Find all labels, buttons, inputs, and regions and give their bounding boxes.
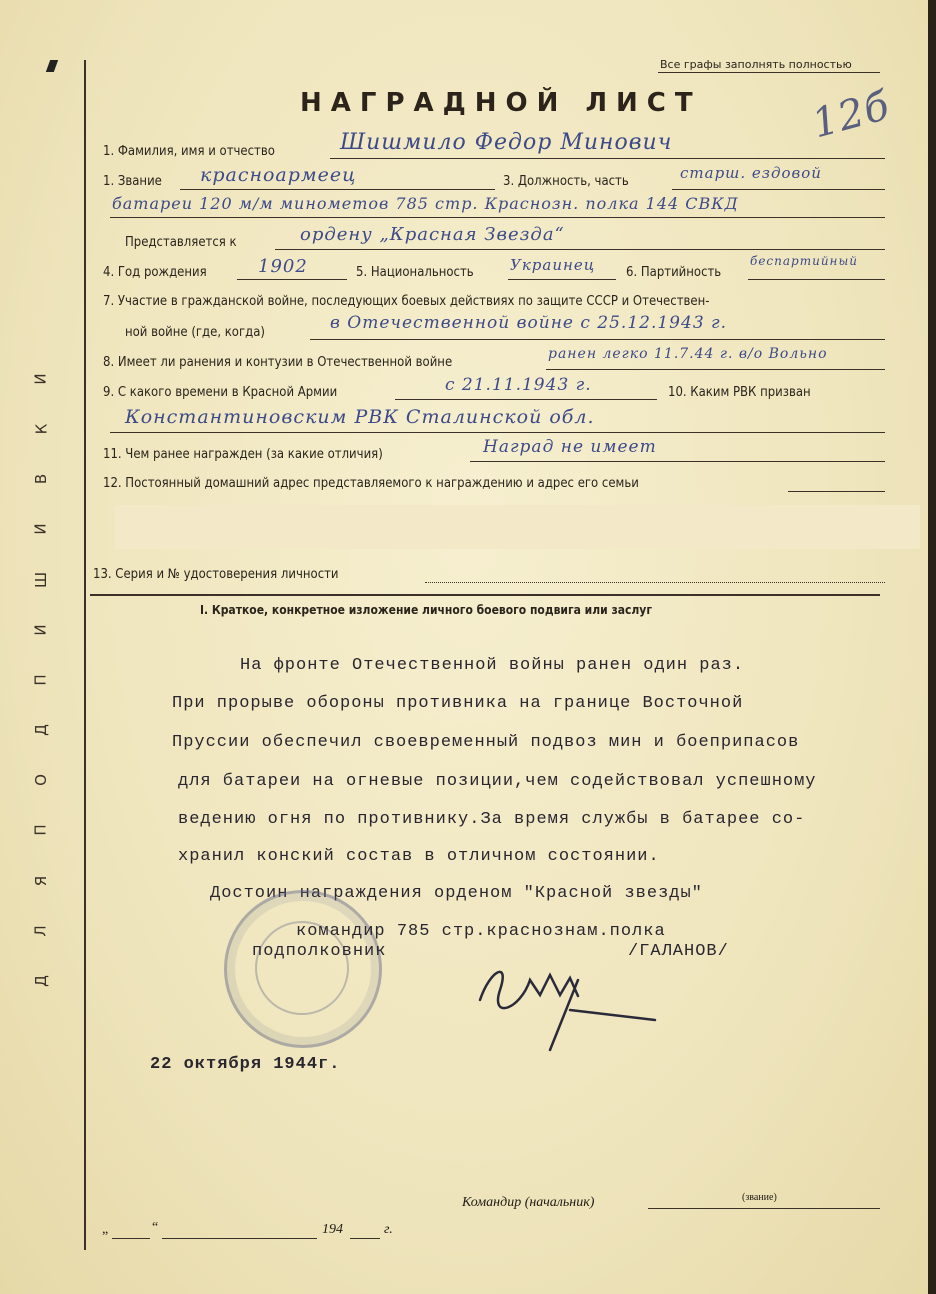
field-rvk-line bbox=[110, 432, 885, 433]
field-birth-label: 4. Год рождения bbox=[103, 265, 207, 280]
footer-commander-line bbox=[648, 1208, 880, 1209]
merit-line: Достоин награждения орденом "Красной звезды" bbox=[210, 884, 703, 903]
side-letter: Л bbox=[32, 925, 50, 937]
merit-line: для батареи на огневые позиции,чем содействовал успешному bbox=[178, 772, 817, 791]
field-rvk-value: Константиновским РВК Сталинской обл. bbox=[125, 406, 595, 428]
field-rvk-label: 10. Каким РВК призван bbox=[668, 385, 811, 400]
field-name-value: Шишмило Федор Минович bbox=[340, 130, 673, 155]
field-party-value: беспартийный bbox=[750, 254, 858, 268]
merit-line: хранил конский состав в отличном состоянии. bbox=[178, 847, 660, 866]
field-service-value: с 21.11.1943 г. bbox=[445, 375, 592, 395]
side-letter: В bbox=[31, 474, 50, 485]
merit-line: На фронте Отечественной войны ранен один раз. bbox=[240, 656, 745, 675]
footer-month-line bbox=[162, 1238, 317, 1239]
side-letter: И bbox=[31, 624, 50, 636]
official-stamp bbox=[224, 890, 382, 1048]
field-name-line bbox=[330, 158, 885, 159]
footer-date-quote-2: “ bbox=[152, 1220, 159, 1235]
field-service-label: 9. С какого времени в Красной Армии bbox=[103, 385, 338, 400]
footer-day-line bbox=[112, 1238, 150, 1239]
instruction-underline bbox=[658, 72, 880, 73]
field-birth-line bbox=[237, 279, 347, 280]
merit-line: ведению огня по противнику.За время службы в батарее со- bbox=[178, 810, 806, 829]
margin-tick bbox=[46, 60, 58, 72]
field-id-line bbox=[425, 582, 885, 583]
field-position-line bbox=[672, 189, 885, 190]
field-id-label: 13. Серия и № удостоверения личности bbox=[93, 567, 339, 582]
side-letter: И bbox=[31, 523, 50, 536]
field-war-value: в Отечественной войне с 25.12.1943 г. bbox=[330, 313, 728, 333]
field-nationality-line bbox=[508, 279, 616, 280]
field-award-line bbox=[275, 249, 885, 250]
document-title: НАГРАДНОЙ ЛИСТ bbox=[300, 88, 702, 118]
commander-name: /ГАЛАНОВ/ bbox=[628, 942, 729, 961]
footer-year-suffix: г. bbox=[384, 1222, 393, 1237]
field-birth-value: 1902 bbox=[258, 256, 308, 277]
side-letter: П bbox=[32, 824, 50, 837]
footer-commander-label: Командир (начальник) bbox=[462, 1195, 595, 1210]
section-heading: I. Краткое, конкретное изложение личного боевого подвига или заслуг bbox=[200, 603, 652, 617]
side-letter: Д bbox=[32, 724, 50, 736]
side-letter: Я bbox=[32, 875, 50, 886]
footer-date-quote: „ bbox=[102, 1222, 109, 1237]
merit-line: При прорыве обороны противника на границе Восточной bbox=[172, 694, 744, 713]
side-letter: П bbox=[32, 674, 50, 686]
field-rank-label: 1. Звание bbox=[103, 174, 162, 189]
footer-year-line bbox=[350, 1238, 380, 1239]
field-nationality-label: 5. Национальность bbox=[356, 265, 474, 280]
field-rank-line bbox=[180, 189, 495, 190]
field-war-label-2: ной войне (где, когда) bbox=[125, 325, 265, 340]
footer-rank-label: (звание) bbox=[742, 1192, 777, 1203]
field-address-line bbox=[788, 491, 885, 492]
field-nationality-value: Украинец bbox=[510, 256, 596, 274]
field-position-line-2 bbox=[110, 217, 885, 218]
field-awards-line bbox=[470, 461, 885, 462]
side-letter: Ш bbox=[31, 571, 50, 588]
commander-rank: подполковник bbox=[252, 942, 387, 961]
side-letter: И bbox=[31, 373, 50, 385]
field-position-label: 3. Должность, часть bbox=[503, 174, 629, 189]
field-party-line bbox=[748, 279, 885, 280]
field-awards-label: 11. Чем ранее награжден (за какие отличия) bbox=[103, 447, 383, 462]
field-award-value: ордену „Красная Звезда“ bbox=[300, 224, 565, 245]
field-position-value: старш. ездовой bbox=[680, 164, 822, 182]
redacted-address bbox=[115, 505, 920, 549]
field-award-label: Представляется к bbox=[125, 235, 237, 250]
fill-instruction: Все графы заполнять полностью bbox=[660, 58, 852, 71]
field-party-label: 6. Партийность bbox=[626, 265, 722, 280]
section-divider bbox=[90, 594, 880, 596]
footer-year: 194 bbox=[322, 1222, 343, 1237]
commander-signature bbox=[470, 940, 670, 1060]
field-position-continued: батареи 120 м/м минометов 785 стр. Краснозн. полка 144 СВКД bbox=[112, 194, 739, 213]
margin-line bbox=[84, 60, 86, 1250]
side-letter: К bbox=[32, 423, 50, 435]
side-letter: О bbox=[32, 774, 50, 787]
field-war-line bbox=[310, 339, 885, 340]
side-caption bbox=[28, 370, 54, 990]
page-edge bbox=[928, 0, 936, 1294]
field-rank-value: красноармеец bbox=[200, 164, 357, 186]
side-letter: Д bbox=[32, 975, 50, 987]
commander-title: командир 785 стр.краснознам.полка bbox=[296, 922, 666, 941]
field-wounds-value: ранен легко 11.7.44 г. в/о Вольно bbox=[548, 346, 828, 362]
field-awards-value: Наград не имеет bbox=[483, 437, 657, 457]
field-wounds-label: 8. Имеет ли ранения и контузии в Отечественной войне bbox=[103, 355, 453, 370]
field-name-label: 1. Фамилия, имя и отчество bbox=[103, 144, 275, 159]
field-war-label: 7. Участие в гражданской войне, последующих боевых действиях по защите СССР и Отечествен- bbox=[103, 294, 710, 309]
field-address-label: 12. Постоянный домашний адрес представляемого к награждению и адрес его семьи bbox=[103, 476, 639, 491]
field-service-line bbox=[395, 399, 657, 400]
corner-handwriting: 12б bbox=[807, 82, 895, 148]
merit-line: Пруссии обеспечил своевременный подвоз мин и боеприпасов bbox=[172, 733, 800, 752]
signing-date: 22 октября 1944г. bbox=[150, 1055, 341, 1074]
field-wounds-line bbox=[546, 369, 885, 370]
